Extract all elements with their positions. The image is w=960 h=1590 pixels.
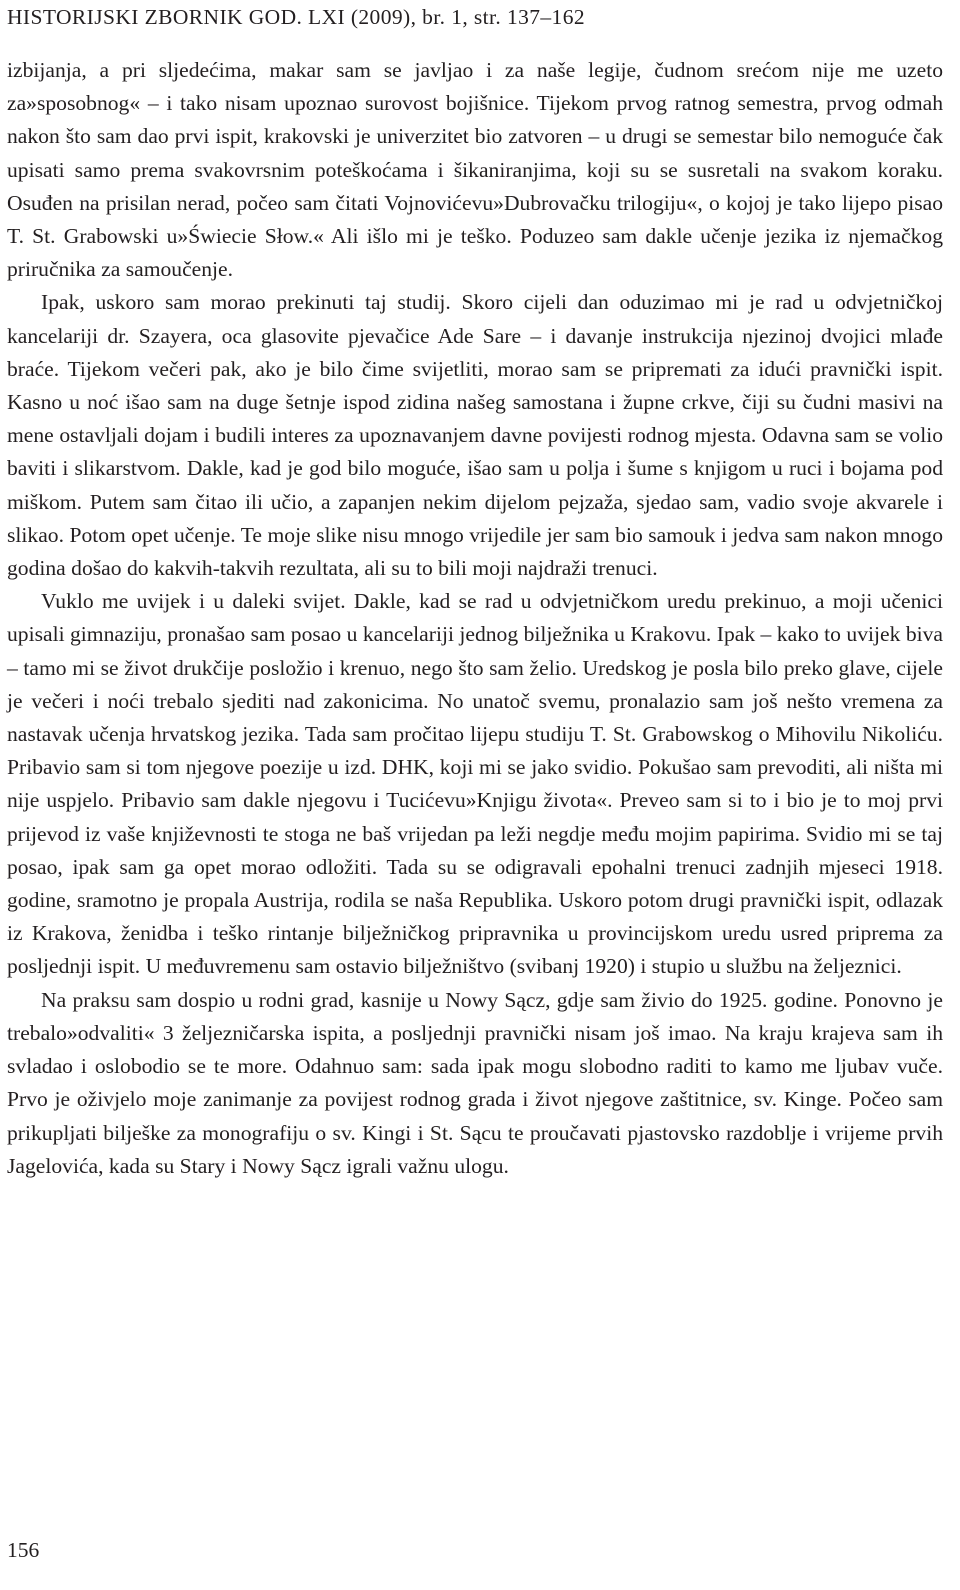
paragraph-1: izbijanja, a pri sljedećima, makar sam se javljao i za naše legije, čudnom srećom nije me uzeto za»sposobnog« – i tako nisam upoznao surovost bojišnice. Tijekom prvog ratnog semestra, prvog odmah nakon što sam dao prvi ispit, krakovski je univerzitet bio zatvoren – u drugi se semestar bilo nemoguće čak upisati samo prema svakovrsnim poteškoćama i šikaniranjima, koji su se susretali na svakom koraku. Osuđen na prisilan nerad, počeo sam čitati Vojnovićevu»Dubrovačku trilogiju«, o kojoj je tako lijepo pisao T. St. Grabowski u»Świecie Słow.« Ali išlo mi je teško. Poduzeo sam dakle učenje jezika iz njemačkog priručnika za samoučenje. [7,58,943,282]
page-number: 156 [7,1538,40,1562]
paragraph-4: Na praksu sam dospio u rodni grad, kasnije u Nowy Sącz, gdje sam živio do 1925. godine. Ponovno je trebalo»odvaliti« 3 željezničarska ispita, a posljednji pravnički nisam još imao. Na kraju krajeva sam ih svladao i oslobodio se te more. Odahnuo sam: sada ipak mogu slobodno raditi to kamo me ljubav vuče. Prvo je oživjelo moje zanimanje za povijest rodnog grada i život njegove zaštitnice, sv. Kinge. Počeo sam prikupljati bilješke za monografiju o sv. Kingi i St. Sącu te proučavati pjastovsko razdoblje i vrijeme prvih Jagelovića, kada su Stary i Nowy Sącz igrali važnu ulogu. [7,987,943,1178]
article-body [7,54,943,1183]
paragraph-3: Vuklo me uvijek i u daleki svijet. Dakle, kad se rad u odvjetničkom uredu prekinuo, a moji učenici upisali gimnaziju, pronašao sam posao u kancelariji jednog bilježnika u Krakovu. Ipak – kako to uvijek biva – tamo mi se život drukčije posložio i krenuo, nego što sam želio. Uredskog je posla bilo preko glave, cijele je večeri i noći trebalo sjediti nad zakonicima. No unatoč svemu, pronalazio sam još nešto vremena za nastavak učenja hrvatskog jezika. Tada sam pročitao lijepu studiju T. St. Grabowskog o Mihovilu Nikoliću. Pribavio sam si tom njegove poezije u izd. DHK, koji mi se jako svidio. Pokušao sam prevoditi, ali ništa mi nije uspjelo. Pribavio sam dakle njegovu i Tucićevu»Knjigu života«. Preveo sam si to i bio je to moj prvi prijevod iz vaše književnosti te stoga ne baš vrijedan pa leži negdje među mojim papirima. Svidio mi se taj posao, ipak sam ga opet morao odložiti. Tada su se odigravali epohalni trenuci zadnjih mjeseci 1918. godine, sramotno je propala Austrija, rodila se naša Republika. Uskoro potom drugi pravnički ispit, odlazak iz Krakova, ženidba i teško rintanje bilježničkog pripravnika u provincijskom uredu usred priprema za posljednji ispit. U međuvremenu sam ostavio bilježništvo (svibanj 1920) i stupio u službu na željeznici. [7,589,943,979]
running-header: HISTORIJSKI ZBORNIK GOD. LXI (2009), br. 1, str. 137–162 [7,5,586,29]
paragraph-2: Ipak, uskoro sam morao prekinuti taj studij. Skoro cijeli dan oduzimao mi je rad u odvjetničkoj kancelariji dr. Szayera, oca glasovite pjevačice Ade Sare – i davanje instrukcija njezinoj dvojici mlađe braće. Tijekom večeri pak, ako je bilo čime svijetliti, morao sam se pripremati za idući pravnički ispit. Kasno u noć išao sam na duge šetnje ispod zidina našeg samostana i župne crkve, čiji su čudni masivi na mene ostavljali dojam i budili interes za upoznavanjem davne povijesti rodnog mjesta. Odavna sam se volio baviti i slikarstvom. Dakle, kad je god bilo moguće, išao sam u polja i šume s knjigom u ruci i bojama pod miškom. Putem sam čitao ili učio, a zapanjen nekim dijelom pejzaža, sjedao sam, vadio svoje akvarele i slikao. Potom opet učenje. Te moje slike nisu mnogo vrijedile jer sam bio samouk i jedva sam nakon mnogo godina došao do kakvih-takvih rezultata, ali su to bili moji najdraži trenuci. [7,290,943,581]
